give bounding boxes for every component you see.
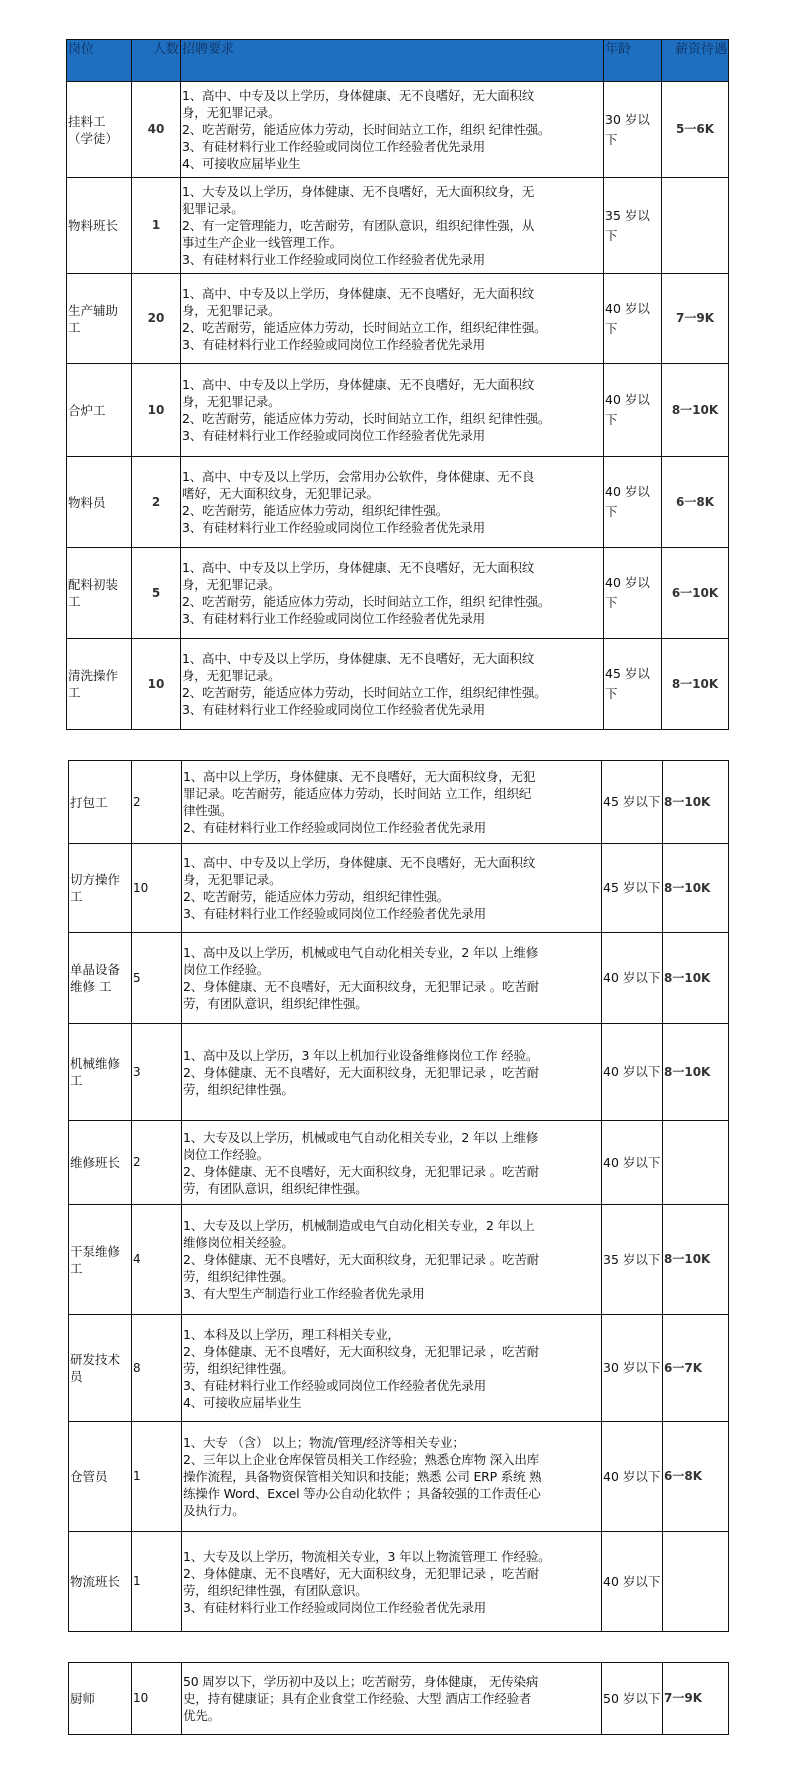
requirement-line: 2、有一定管理能力，吃苦耐劳，有团队意识，组织纪律性强，从 — [182, 218, 535, 233]
age-cell: 40 岁以下 — [604, 457, 662, 548]
requirement-line: 身，无犯罪记录。 — [182, 105, 281, 120]
requirement-line: 1、高中、中专及以上学历，身体健康、无不良嗜好，无大面积纹 — [182, 651, 535, 666]
salary-cell: 6一8K — [663, 1422, 729, 1532]
requirement-line: 1、高中、中专及以上学历，会常用办公软件，身体健康、无不良 — [182, 469, 535, 484]
requirement-line: 2、身体健康、无不良嗜好，无大面积纹身，无犯罪记录 。吃苦耐 — [183, 1163, 539, 1179]
salary-cell: 5一6K — [662, 82, 729, 178]
position-cell: 切方操作工 — [69, 844, 132, 933]
requirements-cell — [182, 1422, 602, 1532]
requirement-line: 2、吃苦耐劳，能适应体力劳动，长时间站立工作，组织 纪律性强。 — [182, 411, 551, 426]
position-cell: 研发技术员 — [69, 1315, 132, 1422]
requirement-line: 律性强。 — [183, 803, 233, 818]
requirement-line: 2、身体健康、无不良嗜好，无大面积纹身，无犯罪记录 。吃苦耐 — [183, 979, 539, 994]
requirement-line: 劳，有团队意识，组织纪律性强。 — [183, 996, 368, 1011]
table-row — [67, 364, 729, 457]
table-row — [67, 457, 729, 548]
requirement-line: 2、有硅材料行业工作经验或同岗位工作经验者优先录用 — [183, 820, 486, 835]
position-cell: 挂料工（学徒） — [67, 82, 132, 178]
recruitment-table-2 — [68, 760, 729, 1632]
requirement-line: 3、有硅材料行业工作经验或同岗位工作经验者优先录用 — [182, 336, 485, 352]
requirements-cell — [182, 1663, 602, 1735]
requirement-line: 1、大专 （含） 以上；物流/管理/经济等相关专业； — [183, 1435, 465, 1450]
requirements-cell — [181, 639, 604, 730]
requirement-line: 3、有硅材料行业工作经验或同岗位工作经验者优先录用 — [183, 906, 486, 921]
age-cell: 35 岁以下 — [602, 1205, 663, 1315]
requirement-line: 1、高中、中专及以上学历，身体健康、无不良嗜好，无大面积纹 — [182, 560, 535, 575]
table-row — [69, 1024, 729, 1121]
requirement-line: 2、吃苦耐劳，能适应体力劳动，长时间站立工作，组织 纪律性强。 — [182, 594, 551, 609]
position-cell: 厨师 — [69, 1663, 132, 1735]
salary-cell: 8一10K — [662, 639, 729, 730]
requirement-line: 劳，有团队意识，组织纪律性强。 — [183, 1180, 368, 1196]
requirement-line: 劳，组织纪律性强。 — [183, 1081, 294, 1097]
requirements-cell — [182, 761, 602, 844]
requirement-line: 优先。 — [183, 1708, 220, 1723]
requirements-cell — [182, 1121, 602, 1205]
recruitment-table-1 — [66, 39, 729, 730]
requirement-line: 2、身体健康、无不良嗜好，无大面积纹身，无犯罪记录 。吃苦耐 — [183, 1252, 539, 1267]
requirement-line: 1、高中、中专及以上学历，身体健康、无不良嗜好，无大面积纹 — [183, 855, 536, 870]
salary-cell: 8一10K — [663, 1205, 729, 1315]
age-cell: 45 岁以下 — [602, 761, 663, 844]
requirement-line: 嗜好，无大面积纹身，无犯罪记录。 — [182, 486, 379, 501]
requirements-cell — [182, 1315, 602, 1422]
requirement-line: 1、本科及以上学历，理工科相关专业， — [183, 1326, 400, 1342]
requirement-line: 劳，组织纪律性强。 — [183, 1269, 294, 1284]
headcount-cell: 5 — [132, 933, 182, 1024]
position-cell: 物流班长 — [69, 1532, 132, 1632]
requirement-line: 2、吃苦耐劳，能适应体力劳动，组织纪律性强。 — [183, 889, 450, 904]
salary-cell: 7一9K — [662, 274, 729, 364]
header-count: 人数 — [132, 40, 181, 82]
requirement-line: 操作流程，具备物资保管相关知识和技能；熟悉 公司 ERP 系统 熟 — [183, 1469, 542, 1484]
requirement-line: 2、身体健康、无不良嗜好，无大面积纹身，无犯罪记录 ，吃苦耐 — [183, 1343, 539, 1359]
requirements-cell — [181, 178, 604, 274]
requirement-line: 身，无犯罪记录。 — [182, 668, 281, 683]
age-cell: 40 岁以下 — [602, 1422, 663, 1532]
requirements-cell — [181, 364, 604, 457]
requirement-line: 劳，组织纪律性强，有团队意识。 — [183, 1582, 368, 1598]
table3-body — [69, 1663, 729, 1735]
requirement-line: 4、可接收应届毕业生 — [182, 156, 301, 171]
requirement-line: 1、大专及以上学历，身体健康、无不良嗜好，无大面积纹身，无 — [182, 184, 535, 199]
requirement-line: 2、吃苦耐劳，能适应体力劳动，长时间站立工作，组织纪律性强。 — [182, 319, 547, 335]
requirements-cell — [181, 548, 604, 639]
salary-cell — [663, 1532, 729, 1632]
requirements-cell — [182, 1532, 602, 1632]
headcount-cell: 2 — [132, 457, 181, 548]
requirement-line: 50 周岁以下，学历初中及以上；吃苦耐劳，身体健康， 无传染病 — [183, 1674, 539, 1689]
requirement-line: 2、身体健康、无不良嗜好，无大面积纹身，无犯罪记录 ，吃苦耐 — [183, 1565, 539, 1581]
position-cell: 合炉工 — [67, 364, 132, 457]
age-cell: 40 岁以下 — [604, 364, 662, 457]
salary-cell: 8一10K — [663, 844, 729, 933]
age-cell: 45 岁以下 — [604, 639, 662, 730]
salary-cell: 8一10K — [663, 1024, 729, 1121]
headcount-cell: 1 — [132, 1532, 182, 1632]
requirements-cell — [181, 82, 604, 178]
requirement-line: 劳，组织纪律性强。 — [183, 1360, 294, 1376]
table-row — [69, 1532, 729, 1632]
requirement-line: 2、身体健康、无不良嗜好，无大面积纹身，无犯罪记录 ，吃苦耐 — [183, 1064, 539, 1080]
headcount-cell: 2 — [132, 1121, 182, 1205]
requirement-line: 岗位工作经验。 — [183, 962, 270, 977]
headcount-cell: 10 — [132, 639, 181, 730]
headcount-cell: 40 — [132, 82, 181, 178]
table-row — [69, 1315, 729, 1422]
requirement-line: 犯罪记录。 — [182, 201, 244, 216]
header-requirements: 招聘要求 — [181, 40, 604, 82]
headcount-cell: 2 — [132, 761, 182, 844]
requirement-line: 身，无犯罪记录。 — [182, 394, 281, 409]
age-cell: 30 岁以下 — [604, 82, 662, 178]
requirement-line: 史，持有健康证；具有企业食堂工作经验、大型 酒店工作经验者 — [183, 1691, 532, 1706]
headcount-cell: 1 — [132, 1422, 182, 1532]
requirement-line: 1、高中以上学历，身体健康、无不良嗜好，无大面积纹身，无犯 — [183, 769, 536, 784]
requirement-line: 4、可接收应届毕业生 — [183, 1394, 302, 1410]
requirement-line: 及执行力。 — [183, 1503, 245, 1518]
salary-cell: 6一8K — [662, 457, 729, 548]
headcount-cell: 4 — [132, 1205, 182, 1315]
headcount-cell: 10 — [132, 844, 182, 933]
position-cell: 生产辅助工 — [67, 274, 132, 364]
requirement-line: 1、高中、中专及以上学历，身体健康、无不良嗜好，无大面积纹 — [182, 377, 535, 392]
salary-cell: 8一10K — [663, 933, 729, 1024]
age-cell: 40 岁以下 — [602, 933, 663, 1024]
table-header-row — [67, 40, 729, 82]
salary-cell: 7一9K — [663, 1663, 729, 1735]
salary-cell: 6一7K — [663, 1315, 729, 1422]
table-row — [69, 1663, 729, 1735]
salary-cell: 8一10K — [662, 364, 729, 457]
headcount-cell: 8 — [132, 1315, 182, 1422]
requirement-line: 1、大专及以上学历，机械或电气自动化相关专业，2 年以 上维修 — [183, 1129, 539, 1145]
requirement-line: 1、大专及以上学历，物流相关专业，3 年以上物流管理工 作经验。 — [183, 1548, 551, 1564]
table-row — [69, 933, 729, 1024]
requirement-line: 3、有硅材料行业工作经验或同岗位工作经验者优先录用 — [182, 611, 485, 626]
requirements-cell — [182, 1024, 602, 1121]
requirement-line: 1、高中及以上学历，机械或电气自动化相关专业，2 年以 上维修 — [183, 945, 539, 960]
requirements-cell — [182, 844, 602, 933]
requirement-line: 3、有硅材料行业工作经验或同岗位工作经验者优先录用 — [182, 252, 485, 267]
position-cell: 物料员 — [67, 457, 132, 548]
table-row — [67, 274, 729, 364]
position-cell: 配料初装工 — [67, 548, 132, 639]
age-cell: 40 岁以下 — [602, 1532, 663, 1632]
header-salary: 薪资待遇 — [662, 40, 729, 82]
headcount-cell: 10 — [132, 364, 181, 457]
requirement-line: 2、三年以上企业仓库保管员相关工作经验；熟悉仓库物 深入出库 — [183, 1452, 539, 1467]
table-row — [69, 1205, 729, 1315]
age-cell: 30 岁以下 — [602, 1315, 663, 1422]
requirement-line: 3、有硅材料行业工作经验或同岗位工作经验者优先录用 — [182, 428, 485, 443]
table-row — [69, 1121, 729, 1205]
requirement-line: 3、有大型生产制造行业工作经验者优先录用 — [183, 1286, 425, 1301]
requirement-line: 身，无犯罪记录。 — [182, 302, 281, 318]
requirement-line: 3、有硅材料行业工作经验或同岗位工作经验者优先录用 — [182, 702, 485, 717]
age-cell: 40 岁以下 — [604, 548, 662, 639]
age-cell: 35 岁以下 — [604, 178, 662, 274]
table1-body — [67, 82, 729, 730]
requirement-line: 3、有硅材料行业工作经验或同岗位工作经验者优先录用 — [183, 1599, 486, 1615]
age-cell: 50 岁以下 — [602, 1663, 663, 1735]
position-cell: 物料班长 — [67, 178, 132, 274]
position-cell: 干泵维修工 — [69, 1205, 132, 1315]
requirement-line: 1、高中、中专及以上学历，身体健康、无不良嗜好，无大面积纹 — [182, 88, 535, 103]
requirement-line: 2、吃苦耐劳，能适应体力劳动，组织纪律性强。 — [182, 503, 449, 518]
salary-cell — [663, 1121, 729, 1205]
requirements-cell — [182, 933, 602, 1024]
requirement-line: 3、有硅材料行业工作经验或同岗位工作经验者优先录用 — [182, 139, 485, 154]
requirements-cell — [181, 274, 604, 364]
table-row — [67, 639, 729, 730]
recruitment-table-3 — [68, 1662, 729, 1735]
requirement-line: 身，无犯罪记录。 — [182, 577, 281, 592]
position-cell: 单晶设备维修 工 — [69, 933, 132, 1024]
salary-cell: 6一10K — [662, 548, 729, 639]
headcount-cell: 3 — [132, 1024, 182, 1121]
table-row — [69, 1422, 729, 1532]
requirement-line: 罪记录。吃苦耐劳，能适应体力劳动，长时间站 立工作，组织纪 — [183, 786, 532, 801]
age-cell: 40 岁以下 — [602, 1121, 663, 1205]
table-row — [67, 82, 729, 178]
salary-cell — [662, 178, 729, 274]
age-cell: 45 岁以下 — [602, 844, 663, 933]
requirement-line: 3、有硅材料行业工作经验或同岗位工作经验者优先录用 — [183, 1377, 486, 1393]
requirement-line: 2、吃苦耐劳，能适应体力劳动，长时间站立工作，组织纪律性强。 — [182, 685, 547, 700]
requirement-line: 3、有硅材料行业工作经验或同岗位工作经验者优先录用 — [182, 520, 485, 535]
requirement-line: 事过生产企业一线管理工作。 — [182, 235, 342, 250]
headcount-cell: 5 — [132, 548, 181, 639]
position-cell: 清洗操作工 — [67, 639, 132, 730]
salary-cell: 8一10K — [663, 761, 729, 844]
requirement-line: 岗位工作经验。 — [183, 1146, 270, 1162]
header-position: 岗位 — [67, 40, 132, 82]
position-cell: 维修班长 — [69, 1121, 132, 1205]
age-cell: 40 岁以下 — [602, 1024, 663, 1121]
table-row — [69, 761, 729, 844]
table-row — [69, 844, 729, 933]
headcount-cell: 10 — [132, 1663, 182, 1735]
requirement-line: 1、高中及以上学历，3 年以上机加行业设备维修岗位工作 经验。 — [183, 1047, 539, 1063]
headcount-cell: 1 — [132, 178, 181, 274]
header-age: 年龄 — [604, 40, 662, 82]
position-cell: 机械维修工 — [69, 1024, 132, 1121]
requirement-line: 2、吃苦耐劳，能适应体力劳动，长时间站立工作，组织 纪律性强。 — [182, 122, 551, 137]
table-row — [67, 548, 729, 639]
requirement-line: 练操作 Word、Excel 等办公自动化软件 ；具备较强的工作责任心 — [183, 1486, 541, 1501]
requirement-line: 维修岗位相关经验。 — [183, 1235, 294, 1250]
headcount-cell: 20 — [132, 274, 181, 364]
requirements-cell — [181, 457, 604, 548]
requirement-line: 1、高中、中专及以上学历，身体健康、无不良嗜好，无大面积纹 — [182, 285, 535, 301]
requirements-cell — [182, 1205, 602, 1315]
age-cell: 40 岁以下 — [604, 274, 662, 364]
position-cell: 打包工 — [69, 761, 132, 844]
table2-body — [69, 761, 729, 1632]
position-cell: 仓管员 — [69, 1422, 132, 1532]
table-row — [67, 178, 729, 274]
requirement-line: 1、大专及以上学历，机械制造或电气自动化相关专业，2 年以上 — [183, 1218, 535, 1233]
requirement-line: 身，无犯罪记录。 — [183, 872, 282, 887]
